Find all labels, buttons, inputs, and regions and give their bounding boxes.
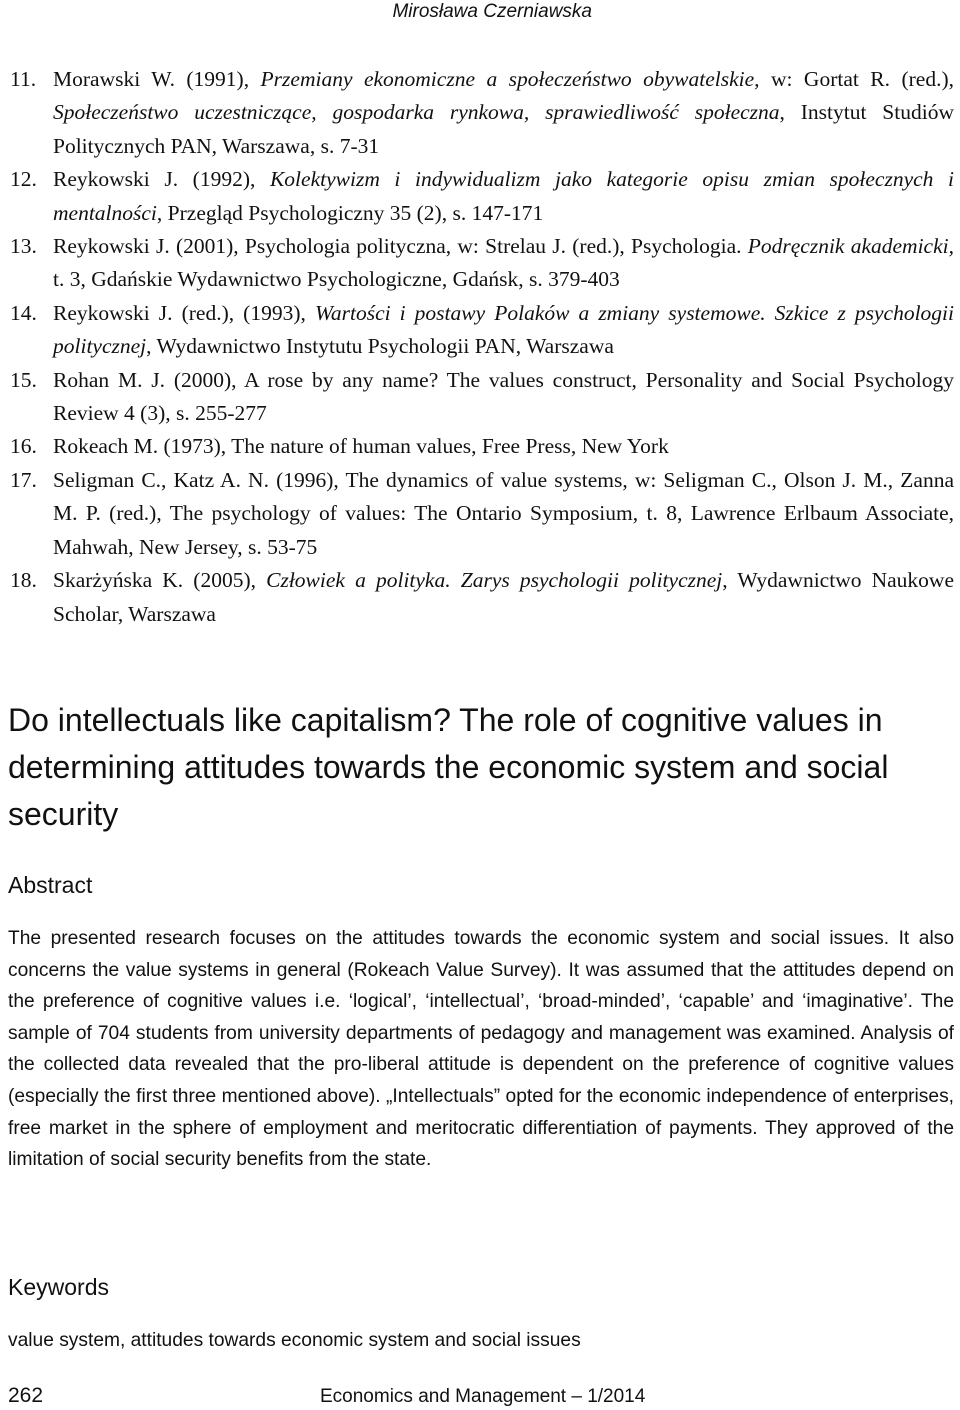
- page-number: 262: [8, 1384, 44, 1407]
- paper-title: Do intellectuals like capitalism? The role of cognitive values in determining attitudes towards the economic system and social security: [8, 702, 889, 832]
- reference-list: [10, 63, 954, 631]
- reference-text: Rohan M. J. (2000), A rose by any name? The values construct, Personality and Social Psychology Review 4 (3), s. 255-277: [53, 367, 954, 426]
- reference-number: 13.: [10, 234, 37, 259]
- reference-text: t. 3, Gdańskie Wydawnictwo Psychologiczne, Gdańsk, s. 379-403: [53, 267, 620, 292]
- reference-item: [10, 564, 954, 631]
- reference-text: w: Gortat R. (red.),: [759, 67, 954, 91]
- reference-number: 14.: [10, 300, 37, 325]
- reference-title-italic: Wartości i postawy Polaków a zmiany systemowe. Szkice z psychologii politycznej: [53, 300, 954, 359]
- reference-text: Reykowski J. (2001), Psychologia polityczna, w: Strelau J. (red.), Psychologia.: [53, 234, 748, 259]
- reference-text: , Wydawnictwo Naukowe Scholar, Warszawa: [53, 568, 954, 626]
- reference-number: 15.: [10, 367, 37, 392]
- reference-text: Reykowski J. (1992),: [53, 167, 270, 192]
- reference-text: Skarżyńska K. (2005),: [53, 568, 267, 593]
- reference-item: [10, 464, 954, 564]
- reference-title-italic: Podręcznik akademicki,: [747, 234, 954, 259]
- running-header-author: Mirosława Czerniawska: [392, 1, 592, 22]
- reference-item: [10, 430, 954, 463]
- reference-text: Seligman C., Katz A. N. (1996), The dynamics of value systems, w: Seligman C., Olson J. M., Zanna M. P. (red.), The psychology of values: The Ontario Symposium, t. 8, Lawrence Erlbaum Associate, Mahwah, New Jersey, s. 53-75: [53, 467, 954, 559]
- reference-text: , Instytut Studiów Politycznych PAN, Warszawa, s. 7-31: [53, 100, 954, 158]
- reference-title-italic: Społeczeństwo uczestniczące, gospodarka rynkowa, sprawiedliwość społeczna: [53, 100, 780, 125]
- reference-text: Reykowski J. (red.), (1993),: [53, 300, 315, 325]
- reference-number: 17.: [10, 467, 37, 492]
- reference-number: 16.: [10, 434, 37, 459]
- abstract-text: The presented research focuses on the attitudes towards the economic system and social issues. It also concerns the value systems in general (Rokeach Value Survey). It was assumed that the attitudes depend on the preference of cognitive values i.e. ‘logical’, ‘intellectual’, ‘broad-minded’, ‘capable’ and ‘imaginative’. The sample of 704 students from university departments of pedagogy and management was examined. Analysis of the collected data revealed that the pro-liberal attitude is dependent on the preference of cognitive values (especially the first three mentioned above). „Intellectuals” opted for the economic independence of enterprises, free market in the sphere of employment and meritocratic differentiation of payments. They approved of the limitation of social security benefits from the state.: [8, 928, 954, 1171]
- reference-item: [10, 297, 954, 364]
- reference-title-italic: Kolektywizm i indywidualizm jako kategorie opisu zmian społecznych i mentalności: [53, 167, 954, 225]
- journal-info: Economics and Management – 1/2014: [320, 1386, 646, 1407]
- reference-title-italic: Przemiany ekonomiczne a społeczeństwo obywatelskie,: [260, 67, 760, 91]
- keywords-text: value system, attitudes towards economic system and social issues: [8, 1330, 581, 1351]
- reference-number: 11.: [10, 67, 37, 91]
- reference-text: Rokeach M. (1973), The nature of human values, Free Press, New York: [53, 434, 669, 459]
- reference-item: [10, 364, 954, 431]
- reference-number: 12.: [10, 167, 37, 192]
- reference-item: [10, 163, 954, 230]
- reference-text: , Wydawnictwo Instytutu Psychologii PAN, Warszawa: [146, 334, 614, 359]
- reference-text: , Przegląd Psychologiczny 35 (2), s. 147-171: [156, 200, 544, 225]
- reference-text: Morawski W. (1991),: [53, 67, 261, 91]
- reference-item: [10, 230, 954, 297]
- reference-title-italic: Człowiek a polityka. Zarys psychologii politycznej: [266, 568, 723, 593]
- reference-number: 18.: [10, 568, 37, 593]
- keywords-heading: Keywords: [8, 1274, 109, 1300]
- reference-item: [10, 63, 954, 163]
- abstract-heading: Abstract: [8, 872, 93, 898]
